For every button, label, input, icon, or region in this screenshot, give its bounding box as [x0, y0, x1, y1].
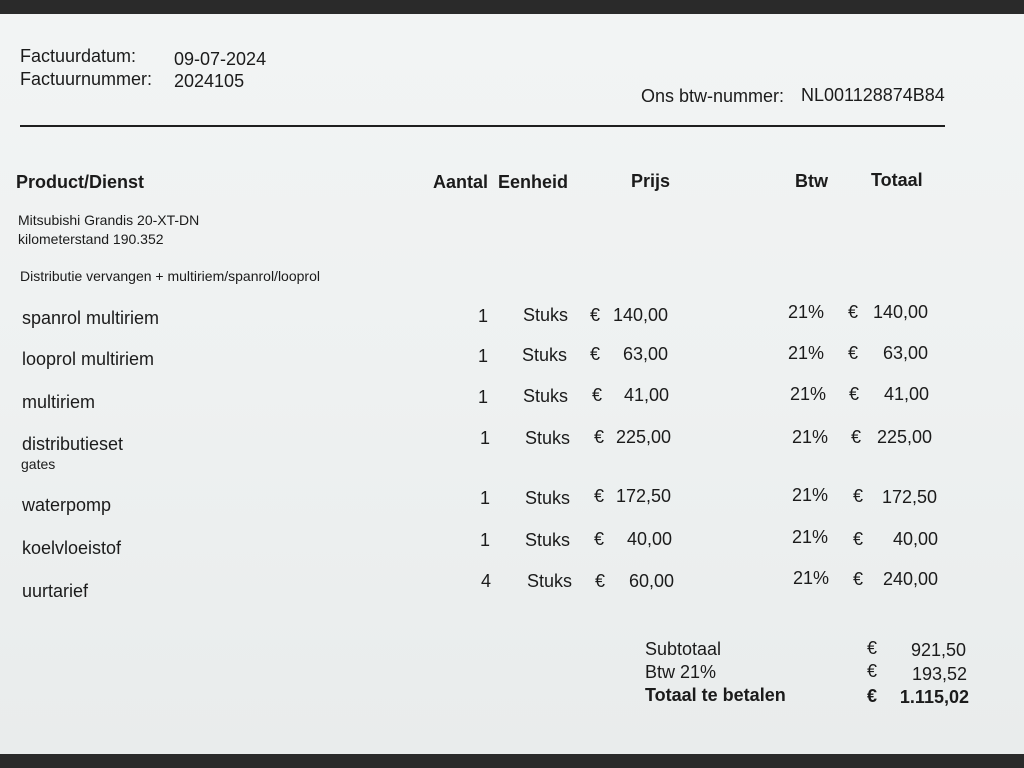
item-total: 225,00 — [876, 427, 932, 447]
item-qty: 1 — [478, 346, 489, 366]
euro-sign: € — [592, 385, 603, 405]
item-price: 41,00 — [623, 385, 669, 405]
item-vat: 21% — [790, 384, 827, 404]
item-vat: 21% — [792, 527, 829, 547]
euro-sign: € — [590, 305, 601, 325]
euro-sign: € — [594, 427, 605, 447]
vat-total-value: 193,52 — [911, 664, 967, 684]
item-qty: 1 — [478, 387, 489, 407]
euro-sign: € — [867, 638, 878, 658]
item-total: 40,00 — [892, 529, 938, 549]
item-unit: Stuks — [525, 530, 571, 550]
euro-sign: € — [595, 571, 606, 591]
col-eenheid: Eenheid — [498, 172, 569, 192]
euro-sign: € — [851, 427, 862, 447]
item-qty: 4 — [481, 571, 492, 591]
header-divider — [20, 125, 945, 127]
item-unit: Stuks — [525, 488, 571, 508]
item-price: 172,50 — [615, 486, 671, 506]
euro-sign: € — [867, 686, 878, 706]
item-total: 172,50 — [881, 487, 937, 507]
invoice-date-value: 09-07-2024 — [174, 49, 267, 69]
euro-sign: € — [848, 302, 859, 322]
euro-sign: € — [594, 529, 605, 549]
vat-number-value: NL001128874B84 — [801, 85, 945, 105]
col-aantal: Aantal — [433, 172, 489, 192]
item-name: multiriem — [22, 392, 96, 412]
invoice-page — [0, 14, 1024, 754]
col-totaal: Totaal — [871, 170, 923, 190]
euro-sign: € — [853, 569, 864, 589]
subtotal-value: 921,50 — [910, 640, 966, 660]
item-vat: 21% — [792, 427, 829, 447]
euro-sign: € — [590, 344, 601, 364]
grand-total-value: 1.115,02 — [899, 687, 969, 707]
item-unit: Stuks — [525, 428, 571, 448]
invoice-date-label: Factuurdatum: — [20, 46, 137, 66]
item-brand: gates — [21, 456, 56, 472]
invoice-number-label: Factuurnummer: — [20, 69, 153, 89]
item-name: waterpomp — [22, 495, 112, 515]
item-unit: Stuks — [522, 345, 568, 365]
item-qty: 1 — [478, 306, 489, 326]
item-name: uurtarief — [22, 581, 89, 601]
item-vat: 21% — [788, 343, 825, 363]
col-product: Product/Dienst — [16, 172, 145, 192]
euro-sign: € — [849, 384, 860, 404]
item-name: spanrol multiriem — [22, 308, 160, 328]
item-total: 140,00 — [872, 302, 928, 322]
euro-sign: € — [848, 343, 859, 363]
grand-total-label: Totaal te betalen — [645, 685, 786, 705]
invoice-number-value: 2024105 — [174, 71, 245, 91]
item-unit: Stuks — [523, 386, 569, 406]
vehicle-mileage: kilometerstand 190.352 — [18, 231, 164, 247]
vat-number-label: Ons btw-nummer: — [641, 86, 785, 106]
vehicle-model: Mitsubishi Grandis 20-XT-DN — [18, 212, 200, 228]
col-prijs: Prijs — [631, 171, 671, 191]
vat-total-label: Btw 21% — [645, 662, 717, 682]
item-price: 140,00 — [612, 305, 668, 325]
item-vat: 21% — [788, 302, 825, 322]
col-btw: Btw — [795, 171, 828, 191]
item-name: distributieset — [22, 434, 124, 454]
item-qty: 1 — [480, 488, 491, 508]
item-price: 225,00 — [615, 427, 671, 447]
item-unit: Stuks — [527, 571, 573, 591]
item-unit: Stuks — [523, 305, 569, 325]
euro-sign: € — [853, 529, 864, 549]
subtotal-label: Subtotaal — [645, 639, 722, 659]
item-name: looprol multiriem — [22, 349, 155, 369]
item-vat: 21% — [792, 485, 829, 505]
job-description: Distributie vervangen + multiriem/spanrol/looprol — [20, 268, 320, 284]
euro-sign: € — [867, 661, 878, 681]
item-total: 240,00 — [882, 569, 938, 589]
item-vat: 21% — [793, 568, 830, 588]
item-name: koelvloeistof — [22, 538, 122, 558]
item-qty: 1 — [480, 428, 491, 448]
item-price: 40,00 — [626, 529, 672, 549]
item-price: 63,00 — [622, 344, 668, 364]
euro-sign: € — [594, 486, 605, 506]
euro-sign: € — [853, 486, 864, 506]
item-total: 63,00 — [882, 343, 928, 363]
item-qty: 1 — [480, 530, 491, 550]
item-price: 60,00 — [628, 571, 674, 591]
item-total: 41,00 — [883, 384, 929, 404]
